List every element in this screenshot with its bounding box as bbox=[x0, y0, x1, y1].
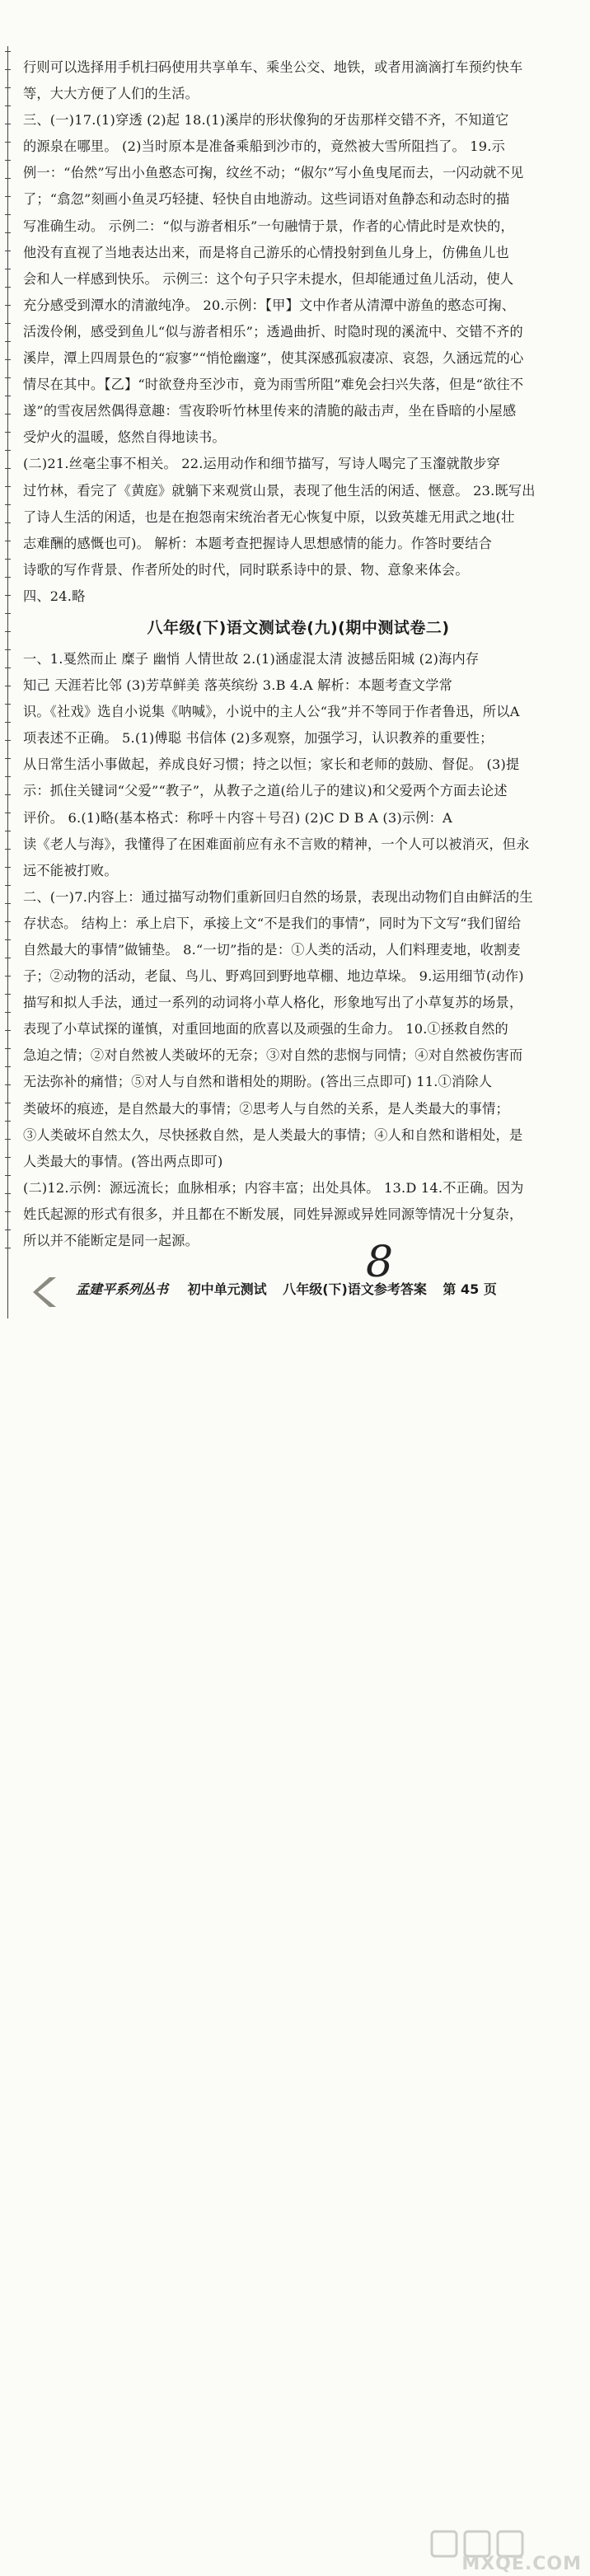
margin-tick bbox=[5, 1193, 11, 1194]
answer-line: 子；②动物的活动，老鼠、鸟儿、野鸡回到野地草棚、地边草垛。 9.运用细节(动作) bbox=[23, 968, 524, 985]
answer-line: 评价。 6.(1)略(基本格式：称呼＋内容＋号召) (2)C D B A (3)示例：A bbox=[23, 809, 452, 826]
margin-tick bbox=[5, 51, 11, 52]
answer-line: (二)21.丝毫尘事不相关。 22.运用动作和细节描写，写诗人喝完了玉瀣就散步穿 bbox=[23, 456, 501, 472]
footer-page-number: 第 45 页 bbox=[442, 1281, 497, 1297]
margin-tick bbox=[5, 414, 11, 415]
margin-tick bbox=[5, 504, 11, 505]
margin-tick bbox=[5, 1229, 11, 1230]
margin-tick bbox=[5, 559, 11, 560]
answer-line: 三、(一)17.(1)穿透 (2)起 18.(1)溪岸的形状像狗的牙齿那样交错不齐，不知道它 bbox=[23, 112, 509, 129]
answer-line: 四、24.略 bbox=[23, 588, 86, 604]
answer-line: 所以并不能断定是同一起源。 bbox=[23, 1233, 199, 1249]
answer-line: (二)12.示例：源远流长；血脉相承；内容丰富；出处具体。 13.D 14.不正确。因为 bbox=[23, 1179, 524, 1196]
margin-tick bbox=[5, 1175, 11, 1176]
answer-line: 他没有直视了当地表达出来，而是将自己游乐的心情投射到鱼儿身上，仿佛鱼儿也 bbox=[23, 244, 509, 260]
answer-line: 等，大大方便了人们的生活。 bbox=[23, 86, 199, 102]
answer-line: ③人类破坏自然太久，尽快拯救自然，是人类最大的事情；④人和自然和谐相处，是 bbox=[23, 1126, 523, 1143]
answer-line: 充分感受到潭水的清澈纯净。 20.示例：【甲】文中作者从清潭中游鱼的憨态可掬、 bbox=[23, 297, 516, 313]
margin-tick bbox=[5, 1157, 11, 1158]
margin-tick bbox=[5, 232, 11, 233]
answer-line: 了；“翕忽”刻画小鱼灵巧轻捷、轻快自由地游动。这些词语对鱼静态和动态时的描 bbox=[23, 191, 510, 208]
answer-line: 二、(一)7.内容上：通过描写动物们重新回归自然的场景，表现出动物们自由鲜活的生 bbox=[23, 888, 533, 905]
answer-line: 自然最大的事情”做铺垫。 8.“一切”指的是：①人类的活动，人们料理麦地，收割麦 bbox=[23, 942, 521, 958]
answer-line: 表现了小草试探的谨慎，对重回地面的欣喜以及顽强的生命力。 10.①拯救自然的 bbox=[23, 1021, 508, 1037]
answer-line: 情尽在其中。【乙】“时欲登舟至沙市，竟为雨雪所阻”难免会扫兴失落，但是“欲往不 bbox=[23, 377, 524, 393]
answer-line: 的源泉在哪里。 (2)当时原本是准备乘船到沙市的，竟然被大雪所阻挡了。 19.示 bbox=[23, 138, 505, 155]
margin-tick bbox=[5, 486, 11, 487]
page-footer bbox=[0, 1261, 590, 2574]
margin-tick bbox=[5, 613, 11, 614]
answer-line: 从日常生活小事做起，养成良好习惯；持之以恒；家长和老师的鼓励、督促。 (3)提 bbox=[23, 756, 520, 773]
margin-tick bbox=[5, 196, 11, 197]
answer-line: 读《老人与海》，我懂得了在困难面前应有永不言败的精神，一个人可以被消灭，但永 bbox=[23, 836, 530, 852]
answer-line: 姓氏起源的形式有很多，并且都在不断发展，同姓异源或异姓同源等情况十分复杂， bbox=[23, 1206, 523, 1222]
answer-line: 过竹林，看完了《黄庭》就躺下来观赏山景，表现了他生活的闲适、惬意。 23.既写出 bbox=[23, 482, 536, 499]
margin-tick bbox=[5, 341, 11, 342]
chevron-left-icon bbox=[31, 1276, 61, 1309]
margin-tick bbox=[5, 1121, 11, 1122]
margin-tick bbox=[5, 468, 11, 469]
answer-line: 受炉火的温暖，悠然自得地读书。 bbox=[23, 429, 226, 446]
answer-line: 人类最大的事情。(答出两点即可) bbox=[23, 1153, 223, 1169]
watermark-text: MXQE.COM bbox=[461, 2554, 582, 2574]
section-title: 八年级(下)语文测试卷(九)(期中测试卷二) bbox=[147, 618, 450, 637]
margin-tick bbox=[5, 432, 11, 433]
answer-line: 遂”的雪夜居然偶得意趣：雪夜聆听竹林里传来的清脆的敲击声，坐在昏暗的小屋感 bbox=[23, 403, 517, 419]
margin-tick bbox=[5, 522, 11, 523]
answer-line: 远不能被打败。 bbox=[23, 862, 118, 878]
margin-tick bbox=[5, 160, 11, 161]
answer-line: 项表述不正确。 5.(1)傅聪 书信体 (2)多观察，加强学习，认识教养的重要性； bbox=[23, 730, 494, 747]
margin-tick bbox=[5, 631, 11, 632]
answer-line: 行则可以选择用手机扫码使用共享单车、乘坐公交、地铁，或者用滴滴打车预约快车 bbox=[23, 59, 523, 75]
margin-tick bbox=[5, 776, 11, 777]
handwritten-page-mark: 8 bbox=[366, 1238, 394, 1287]
answer-line: 急迫之情；②对自然被人类破坏的无奈；③对自然的悲悯与同情；④对自然被伤害而 bbox=[23, 1047, 523, 1064]
margin-tick bbox=[5, 595, 11, 596]
margin-tick bbox=[5, 976, 11, 977]
answer-line: 描写和拟人手法，通过一系列的动词将小草人格化，形象地写出了小草复苏的场景， bbox=[23, 995, 523, 1011]
margin-tick bbox=[5, 1048, 11, 1049]
answer-line: 示：抓住关键词“父爱”“教子”，从教子之道(给儿子的建议)和父爱两个方面去论述 bbox=[23, 783, 508, 799]
answer-line: 会和人一样感到快乐。 示例三：这个句子只字未提水，但却能通过鱼儿活动，使人 bbox=[23, 270, 514, 287]
answer-line: 活泼伶俐，感受到鱼儿“似与游者相乐”；透過曲折、时隐时现的溪流中、交错不齐的 bbox=[23, 323, 523, 340]
answer-line: 例一：“佁然”写出小鱼憨态可掬，纹丝不动；“俶尔”写小鱼曳尾而去，一闪动就不见 bbox=[23, 165, 524, 181]
footer-subject: 八年级(下)语文参考答案 bbox=[283, 1281, 427, 1297]
margin-tick bbox=[5, 794, 11, 795]
margin-tick bbox=[5, 214, 11, 215]
margin-tick bbox=[5, 1084, 11, 1085]
answer-line: 知己 天涯若比邻 (3)芳草鲜美 落英缤纷 3.B 4.A 解析：本题考查文学常 bbox=[23, 677, 452, 694]
margin-tick bbox=[5, 740, 11, 741]
margin-tick bbox=[5, 287, 11, 288]
margin-tick bbox=[5, 1211, 11, 1212]
answers-section-two bbox=[23, 646, 574, 1254]
margin-tick bbox=[5, 939, 11, 940]
answer-line: 写准确生动。 示例二：“似与游者相乐”一句融情于景，作者的心情此时是欢快的， bbox=[23, 218, 514, 234]
margin-tick bbox=[5, 704, 11, 705]
margin-tick bbox=[5, 69, 11, 70]
answer-line: 诗歌的写作背景、作者所处的时代，同时联系诗中的景、物、意象来体会。 bbox=[23, 561, 469, 578]
margin-tick bbox=[5, 1030, 11, 1031]
margin-tick bbox=[5, 994, 11, 995]
margin-tick bbox=[5, 450, 11, 451]
margin-tick bbox=[5, 577, 11, 578]
margin-tick bbox=[5, 867, 11, 868]
margin-tick bbox=[5, 849, 11, 850]
answer-page bbox=[23, 54, 574, 1254]
footer-text bbox=[76, 1279, 508, 1298]
margin-tick bbox=[5, 885, 11, 886]
margin-tick bbox=[5, 359, 11, 360]
footer-book: 初中单元测试 bbox=[187, 1281, 267, 1297]
answer-line: 志难酬的感慨也可)。 解析：本题考查把握诗人思想感情的能力。作答时要结合 bbox=[23, 535, 493, 551]
margin-tick bbox=[5, 1139, 11, 1140]
margin-tick bbox=[5, 667, 11, 668]
margin-rule bbox=[7, 46, 8, 1318]
margin-tick bbox=[5, 649, 11, 650]
margin-tick bbox=[5, 87, 11, 88]
margin-tick bbox=[5, 105, 11, 106]
binding-margin-line bbox=[5, 46, 12, 1318]
answer-line: 一、1.戛然而止 糜子 幽悄 人情世故 2.(1)涵虚混太清 波撼岳阳城 (2)海内存 bbox=[23, 650, 480, 667]
footer-series: 孟建平系列丛书 bbox=[76, 1281, 169, 1297]
margin-tick bbox=[5, 903, 11, 904]
margin-tick bbox=[5, 758, 11, 759]
margin-tick bbox=[5, 142, 11, 143]
margin-tick bbox=[5, 722, 11, 723]
margin-tick bbox=[5, 178, 11, 179]
margin-tick bbox=[5, 921, 11, 922]
margin-tick bbox=[5, 1012, 11, 1013]
answer-line: 无法弥补的痛惜；⑤对人与自然和谐相处的期盼。(答出三点即可) 11.①消除人 bbox=[23, 1074, 493, 1090]
margin-tick bbox=[5, 1066, 11, 1067]
answer-line: 溪岸，潭上四周景色的“寂寥”“悄怆幽邃”，使其深感孤寂凄凉、哀怨，久涵远荒的心 bbox=[23, 350, 524, 367]
answer-line: 类破坏的痕迹，是自然最大的事情；②思考人与自然的关系，是人类最大的事情； bbox=[23, 1100, 509, 1117]
answer-line: 了诗人生活的闲适，也是在抱怨南宋统治者无心恢复中原，以致英雄无用武之地(壮 bbox=[23, 508, 515, 525]
answer-line: 识。《社戏》选自小说集《呐喊》，小说中的主人公“我”并不等同于作者鲁迅，所以A bbox=[23, 704, 520, 720]
margin-tick bbox=[5, 305, 11, 306]
answer-line: 存状态。 结构上：承上启下，承接上文“不是我们的事情”，同时为下文写“我们留给 bbox=[23, 915, 522, 931]
watermark-logo bbox=[428, 2527, 585, 2576]
margin-tick bbox=[5, 323, 11, 324]
answers-section-one bbox=[23, 54, 574, 610]
margin-tick bbox=[5, 377, 11, 378]
